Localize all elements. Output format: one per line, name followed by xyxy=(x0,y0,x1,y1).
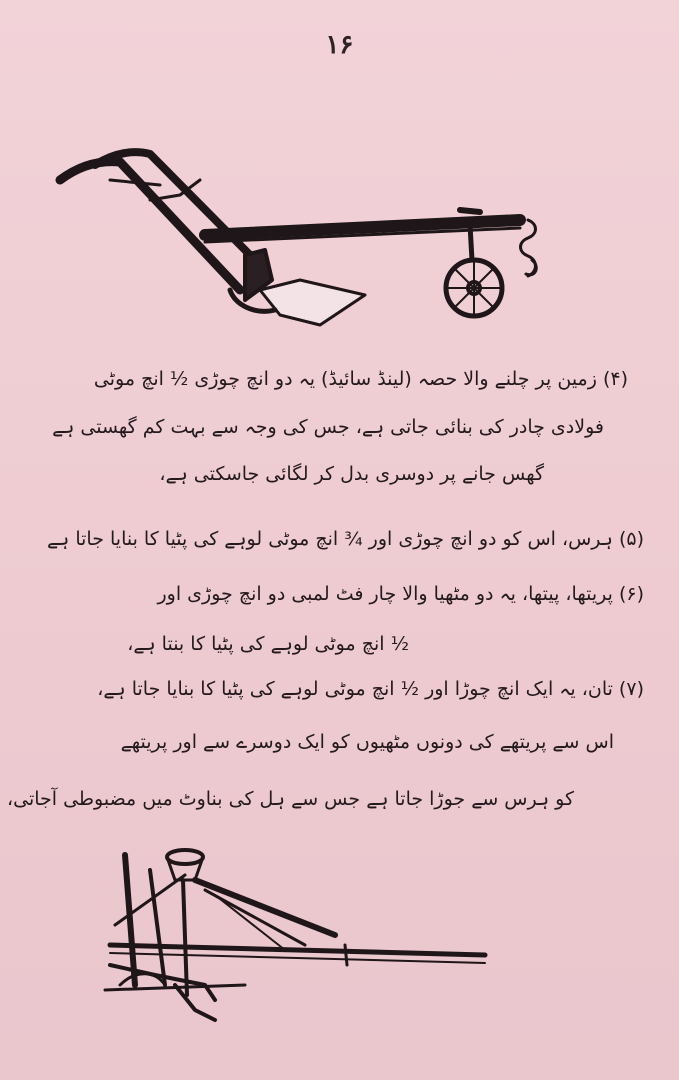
text-line: (۴) زمین پر چلنے والا حصہ (لینڈ سائیڈ) یہ دو انچ چوڑی ½ انچ موٹی xyxy=(93,368,628,390)
text-line: کو ہرس سے جوڑا جاتا ہے جس سے ہل کی بناوٹ میں مضبوطی آجاتی، xyxy=(6,788,574,810)
plough-frame-illustration xyxy=(95,835,505,1035)
plough-illustration xyxy=(40,140,560,340)
text-line: اس سے پریتھے کی دونوں مٹھیوں کو ایک دوسرے سے اور پریتھے xyxy=(120,731,614,753)
text-line: فولادی چادر کی بنائی جاتی ہے، جس کی وجہ سے بہت کم گھستی ہے xyxy=(52,416,604,438)
text-line: ½ انچ موٹی لوہے کی پٹیا کا بنتا ہے، xyxy=(127,633,409,655)
text-line: گھس جانے پر دوسری بدل کر لگائی جاسکتی ہے، xyxy=(159,463,544,485)
page-number: ۱۶ xyxy=(325,30,354,60)
text-line: (۷) تان، یہ ایک انچ چوڑا اور ½ انچ موٹی لوہے کی پٹیا کا بنایا جاتا ہے، xyxy=(97,678,644,700)
text-line: (۶) پریتھا، پیتھا، یہ دو مٹھیا والا چار فٹ لمبی دو انچ چوڑی اور xyxy=(157,583,644,605)
text-line: (۵) ہرس، اس کو دو انچ چوڑی اور ¾ انچ موٹی لوہے کی پٹیا کا بنایا جاتا ہے xyxy=(47,528,644,550)
